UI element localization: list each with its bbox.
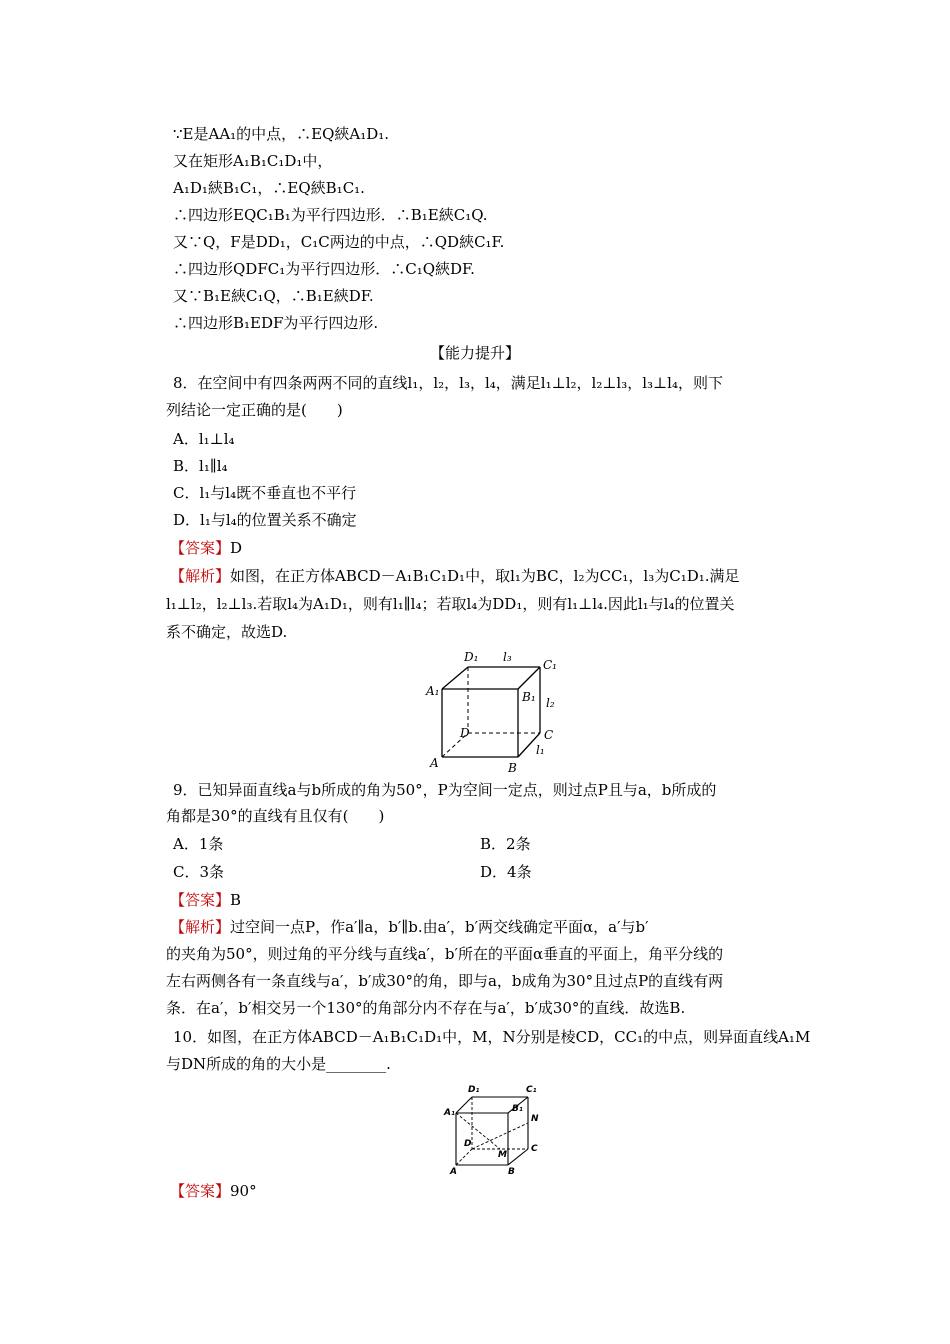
q10-answer bbox=[170, 1181, 257, 1201]
q10-stem: 10．如图，在正方体ABCD－A₁B₁C₁D₁中，M，N分别是棱CD，CC₁的中点，则异面直线A₁M bbox=[173, 1028, 811, 1046]
q8-option-d: D．l₁与l₄的位置关系不确定 bbox=[173, 511, 357, 529]
q9-option-d: D．4条 bbox=[480, 863, 532, 881]
label-d: D bbox=[464, 1139, 472, 1149]
label-d: D bbox=[460, 726, 470, 740]
proof-line: 又在矩形A₁B₁C₁D₁中， bbox=[173, 152, 333, 170]
proof-line: 又∵Q，F是DD₁，C₁C两边的中点，∴QD綊C₁F. bbox=[173, 233, 505, 251]
q9-option-c: C．3条 bbox=[173, 863, 225, 881]
label-a: A bbox=[450, 1167, 457, 1175]
analysis-text: 如图，在正方体ABCD－A₁B₁C₁D₁中，取l₁为BC，l₂为CC₁，l₃为C₁D₁.满足 bbox=[230, 567, 740, 585]
proof-line: ∴四边形QDFC₁为平行四边形．∴C₁Q綊DF. bbox=[173, 260, 475, 278]
q9-analysis-line: 条．在a′，b′相交另一个130°的角部分内不存在与a′，b′成30°的直线．故选B. bbox=[166, 999, 686, 1017]
label-c: C bbox=[544, 728, 554, 742]
q9-stem: 9．已知异面直线a与b所成的角为50°，P为空间一定点，则过点P且与a，b所成的 bbox=[173, 781, 717, 799]
analysis-tag: 【解析】 bbox=[170, 918, 231, 936]
q9-option-a: A．1条 bbox=[173, 835, 224, 853]
answer-tag: 【答案】 bbox=[170, 539, 231, 557]
analysis-text: 过空间一点P，作a′∥a，b′∥b.由a′，b′两交线确定平面α，a′与b′ bbox=[230, 918, 649, 936]
label-l1: l₁ bbox=[536, 743, 545, 757]
q8-analysis-line: 系不确定，故选D. bbox=[166, 623, 288, 641]
cube-figure-2 bbox=[440, 1080, 550, 1175]
q8-analysis-line: l₁⊥l₂，l₂⊥l₃.若取l₄为A₁D₁，则有l₁∥l₄；若取l₄为DD₁，则有l₁⊥l₄.因此l₁与l₄的位置关 bbox=[166, 595, 735, 613]
label-d1: D₁ bbox=[464, 650, 479, 664]
label-l3: l₃ bbox=[503, 650, 512, 664]
label-m: M bbox=[498, 1150, 507, 1160]
q9-analysis-line: 左右两侧各有一条直线与a′，b′成30°的角，即与a，b成角为30°且过点P的直线有两 bbox=[166, 972, 724, 990]
label-a: A bbox=[430, 756, 439, 770]
label-b1: B₁ bbox=[512, 1104, 523, 1114]
q9-stem-cont: 角都是30°的直线有且仅有( ) bbox=[166, 807, 385, 825]
q8-analysis bbox=[170, 566, 740, 586]
proof-line: ∴四边形B₁EDF为平行四边形. bbox=[173, 314, 379, 332]
q9-analysis-line: 的夹角为50°，则过角的平分线与直线a′，b′所在的平面α垂直的平面上，角平分线的 bbox=[166, 945, 724, 963]
q9-option-b: B．2条 bbox=[480, 835, 531, 853]
answer-tag: 【答案】 bbox=[170, 1182, 231, 1200]
q8-answer bbox=[170, 538, 242, 558]
label-l2: l₂ bbox=[546, 696, 555, 710]
proof-line: 又∵B₁E綊C₁Q，∴B₁E綊DF. bbox=[173, 287, 374, 305]
proof-line: ∵E是AA₁的中点，∴EQ綊A₁D₁. bbox=[173, 125, 390, 143]
label-b: B bbox=[508, 1167, 515, 1175]
q8-option-a: A．l₁⊥l₄ bbox=[173, 430, 235, 448]
label-c: C bbox=[531, 1144, 538, 1154]
cube-figure-1 bbox=[420, 645, 565, 775]
proof-line: ∴四边形EQC₁B₁为平行四边形．∴B₁E綊C₁Q. bbox=[173, 206, 488, 224]
q8-stem-cont: 列结论一定正确的是( ) bbox=[166, 401, 343, 419]
label-b: B bbox=[508, 761, 517, 775]
q8-option-c: C．l₁与l₄既不垂直也不平行 bbox=[173, 484, 357, 502]
q10-stem-cont: 与DN所成的角的大小是________. bbox=[166, 1055, 391, 1073]
section-title: 【能力提升】 bbox=[429, 344, 520, 362]
label-d1: D₁ bbox=[468, 1085, 480, 1095]
q9-analysis bbox=[170, 917, 648, 937]
label-c1: C₁ bbox=[526, 1085, 537, 1095]
analysis-tag: 【解析】 bbox=[170, 567, 231, 585]
proof-line: A₁D₁綊B₁C₁，∴EQ綊B₁C₁. bbox=[173, 179, 365, 197]
label-c1: C₁ bbox=[543, 658, 557, 672]
q8-stem: 8．在空间中有四条两两不同的直线l₁，l₂，l₃，l₄，满足l₁⊥l₂，l₂⊥l₃，l₃⊥l₄，则下 bbox=[173, 374, 723, 392]
answer-value: 90° bbox=[230, 1182, 257, 1200]
q9-answer bbox=[170, 890, 241, 910]
answer-value: B bbox=[230, 891, 242, 909]
q8-option-b: B．l₁∥l₄ bbox=[173, 457, 228, 475]
label-b1: B₁ bbox=[522, 690, 536, 704]
answer-value: D bbox=[230, 539, 243, 557]
answer-tag: 【答案】 bbox=[170, 891, 231, 909]
label-a1: A₁ bbox=[426, 684, 440, 698]
label-a1: A₁ bbox=[444, 1108, 455, 1118]
label-n: N bbox=[531, 1114, 539, 1124]
